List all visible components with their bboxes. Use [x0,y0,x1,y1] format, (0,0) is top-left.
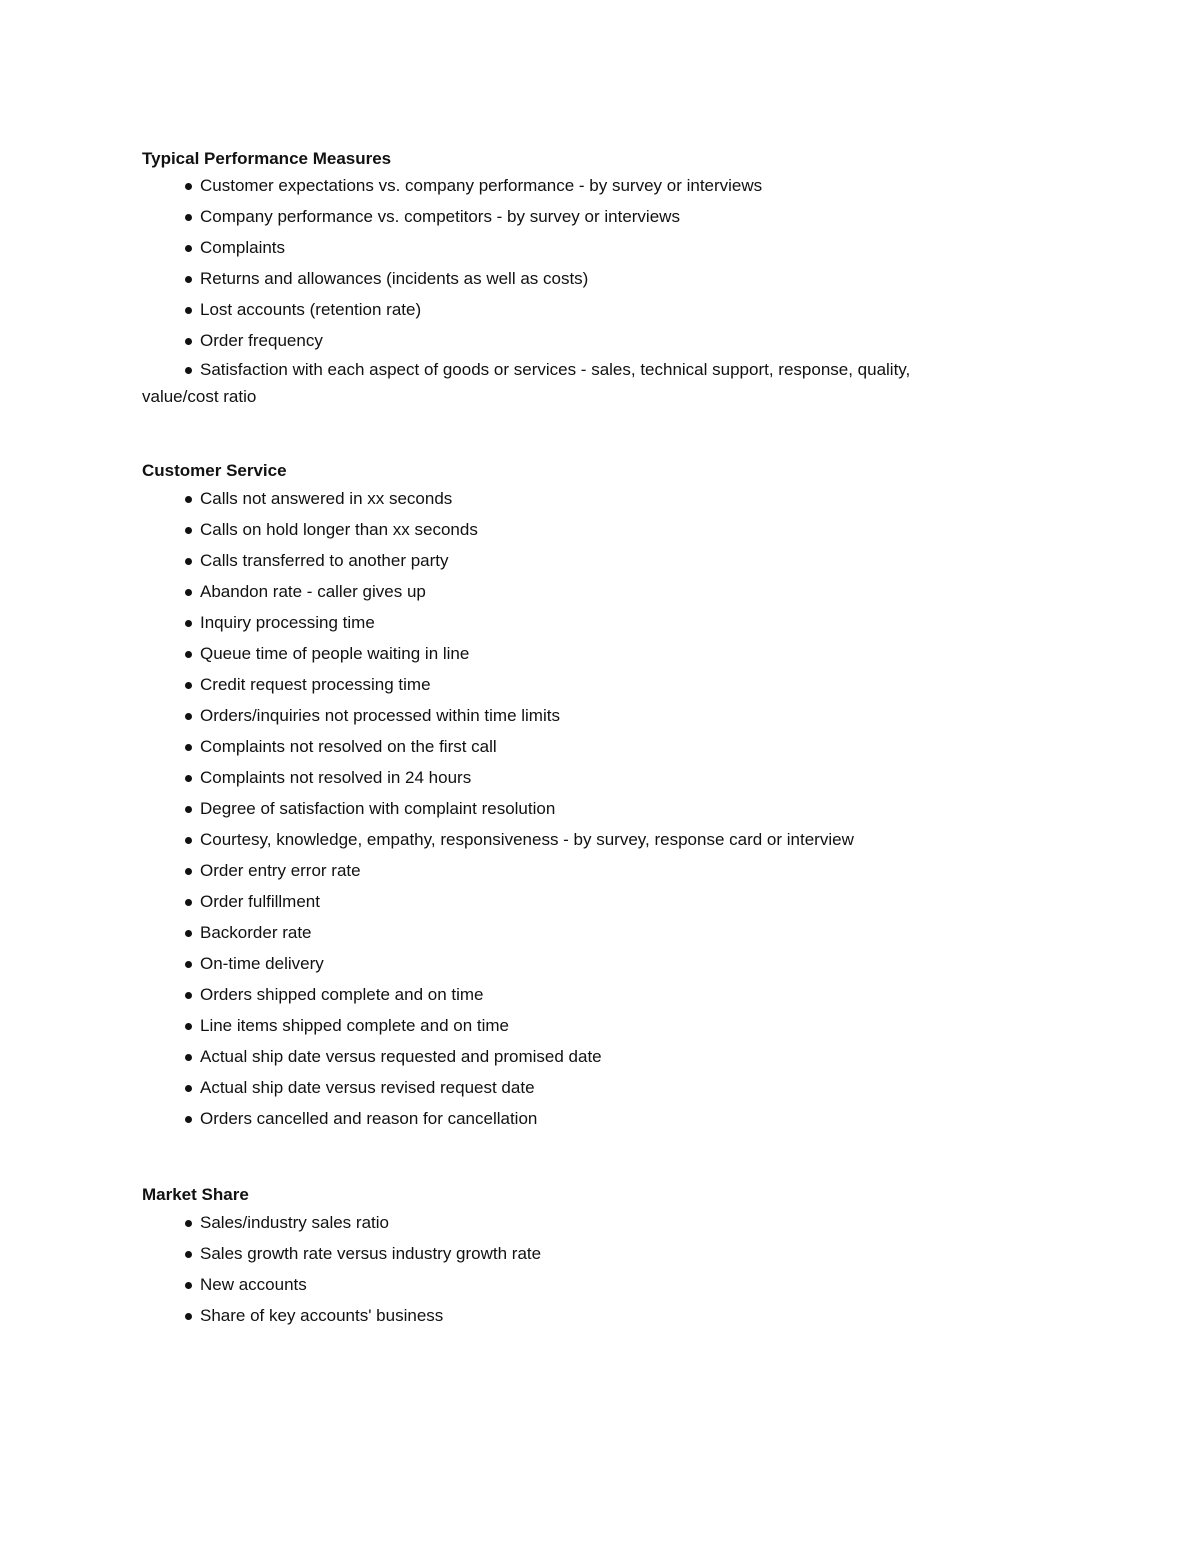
bullet-icon [185,214,192,221]
list-item [142,1300,1102,1331]
bullet-icon [185,899,192,906]
section-heading: Customer Service [142,461,287,480]
list-item-text: Actual ship date versus requested and promised date [200,1047,602,1066]
bullet-icon [185,806,192,813]
bullet-icon [185,1085,192,1092]
list-item-text: On-time delivery [200,954,324,973]
list-item [142,1238,1102,1269]
list-item [142,607,1102,638]
list-item-text: New accounts [200,1275,307,1294]
bullet-icon [185,1251,192,1258]
bullet-icon [185,1282,192,1289]
list-item [142,170,1102,201]
list-item-text: Satisfaction with each aspect of goods or services - sales, technical support, response, quality, value/cost ratio [142,360,911,406]
bullet-icon [185,307,192,314]
list-item [142,948,1102,979]
list-item-text: Backorder rate [200,923,312,942]
list-item-text: Actual ship date versus revised request date [200,1078,535,1097]
bullet-icon [185,868,192,875]
list-item [142,545,1102,576]
list-item-text: Credit request processing time [200,675,431,694]
list-item [142,201,1102,232]
bullet-icon [185,961,192,968]
list-item-text: Complaints not resolved in 24 hours [200,768,472,787]
bullet-icon [185,496,192,503]
bullet-icon [185,276,192,283]
bullet-icon [185,682,192,689]
bullet-icon [185,837,192,844]
list-item [142,638,1102,669]
list-item-text: Order fulfillment [200,892,320,911]
list-item-text: Orders shipped complete and on time [200,985,484,1004]
bullet-icon [185,1313,192,1320]
section-heading: Market Share [142,1185,249,1204]
list-item [142,263,1102,294]
list-item [142,232,1102,263]
list-item [142,886,1102,917]
list-item [142,483,1102,514]
bullet-icon [185,1116,192,1123]
list-item [142,514,1102,545]
list-item-text: Orders cancelled and reason for cancellation [200,1109,538,1128]
list-item-text: Calls transferred to another party [200,551,449,570]
bullet-icon [185,744,192,751]
list-item [142,325,1102,356]
list-item-text: Returns and allowances (incidents as well as costs) [200,269,589,288]
list-item [142,762,1102,793]
bullet-list [142,483,1102,1134]
bullet-icon [185,713,192,720]
list-item-text: Line items shipped complete and on time [200,1016,510,1035]
bullet-icon [185,589,192,596]
list-item [142,731,1102,762]
list-item-text: Calls on hold longer than xx seconds [200,520,478,539]
bullet-icon [185,651,192,658]
list-item-text: Sales growth rate versus industry growth rate [200,1244,542,1263]
list-item-text: Orders/inquiries not processed within time limits [200,706,560,725]
list-item-text: Complaints [200,238,286,257]
list-item [142,917,1102,948]
bullet-icon [185,338,192,345]
list-item-text: Calls not answered in xx seconds [200,489,453,508]
list-item-text: Share of key accounts' business [200,1306,444,1325]
bullet-icon [185,527,192,534]
section-heading: Typical Performance Measures [142,149,392,168]
list-item [142,356,1102,410]
list-item [142,1010,1102,1041]
bullet-icon [185,1220,192,1227]
bullet-icon [185,930,192,937]
list-item-text: Courtesy, knowledge, empathy, responsiveness - by survey, response card or interview [200,830,854,849]
list-item [142,1041,1102,1072]
list-item-text: Queue time of people waiting in line [200,644,470,663]
list-item-text: Company performance vs. competitors - by survey or interviews [200,207,680,226]
section-market-share [142,1182,1102,1331]
list-item [142,700,1102,731]
bullet-list [142,1207,1102,1331]
list-item [142,1207,1102,1238]
list-item [142,1072,1102,1103]
bullet-icon [185,558,192,565]
list-item [142,1103,1102,1134]
list-item-text: Degree of satisfaction with complaint resolution [200,799,556,818]
list-item [142,669,1102,700]
list-item [142,294,1102,325]
list-item-text: Abandon rate - caller gives up [200,582,426,601]
list-item-text: Order entry error rate [200,861,361,880]
bullet-icon [185,1054,192,1061]
bullet-icon [185,245,192,252]
list-item [142,793,1102,824]
bullet-icon [185,183,192,190]
list-item-text: Inquiry processing time [200,613,375,632]
list-item-text: Lost accounts (retention rate) [200,300,422,319]
list-item [142,824,1102,855]
section-customer-service [142,458,1102,1134]
bullet-icon [185,1023,192,1030]
list-item [142,576,1102,607]
list-item [142,979,1102,1010]
bullet-icon [185,620,192,627]
list-item-text: Sales/industry sales ratio [200,1213,389,1232]
bullet-icon [185,775,192,782]
list-item-text: Complaints not resolved on the first call [200,737,497,756]
bullet-icon [185,992,192,999]
list-item [142,1269,1102,1300]
section-typical-performance-measures [142,146,1102,410]
list-item-text: Customer expectations vs. company performance - by survey or interviews [200,176,763,195]
list-item [142,855,1102,886]
bullet-list [142,170,1102,410]
list-item-text: Order frequency [200,331,323,350]
